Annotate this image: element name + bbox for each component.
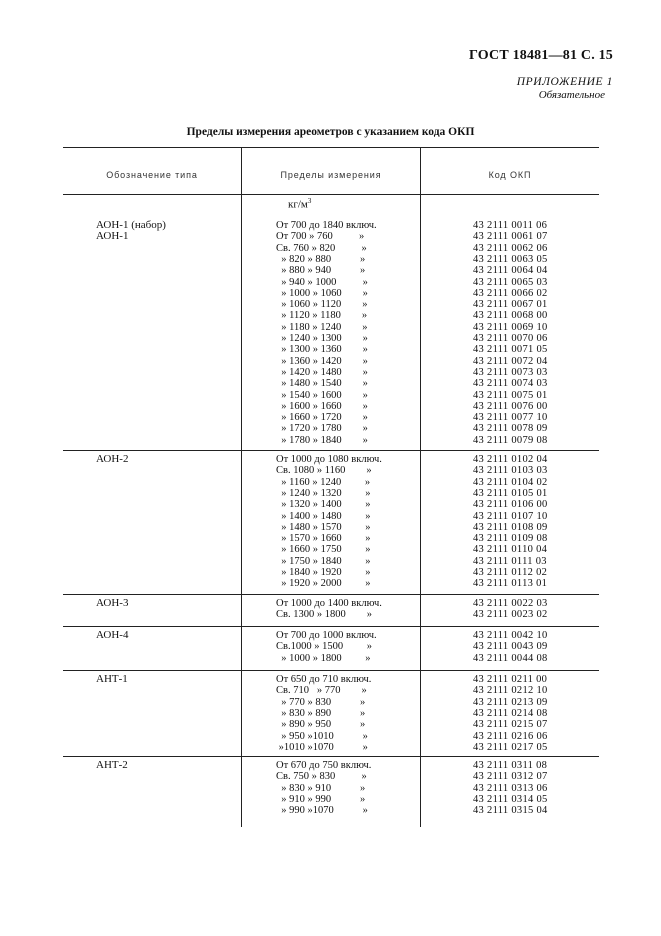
table-row <box>0 708 661 719</box>
table-row <box>0 805 661 816</box>
okp-code: 43 2111 0106 00 <box>473 499 548 511</box>
measurement-range: » 820 » 880 » <box>276 253 366 265</box>
measurement-range: » 1360 » 1420 » <box>276 355 368 367</box>
measurement-range: Св. 750 » 830 » <box>276 771 367 783</box>
table-row <box>0 522 661 533</box>
measurement-range: » 1420 » 1480 » <box>276 366 368 378</box>
table-row <box>0 488 661 499</box>
column-header-range: Пределы измерения <box>280 170 382 180</box>
measurement-range: От 650 до 710 включ. <box>276 674 372 685</box>
okp-code: 43 2111 0044 08 <box>473 652 548 664</box>
table-row <box>0 465 661 476</box>
type-designation: АНТ-2 <box>96 759 128 771</box>
measurement-range: » 990 »1070 » <box>276 805 368 817</box>
measurement-range: » 1540 » 1600 » <box>276 389 368 401</box>
okp-code: 43 2111 0078 09 <box>473 423 548 435</box>
okp-code: 43 2111 0043 09 <box>473 641 548 653</box>
measurement-range: » 1840 » 1920 » <box>276 567 371 578</box>
table-row <box>0 435 661 446</box>
measurement-range: » 770 » 830 » <box>276 696 366 708</box>
group-divider <box>63 626 599 627</box>
unit-label: $кг/м^3$ <box>288 197 312 211</box>
measurement-range: От 700 » 760 » <box>276 231 365 243</box>
measurement-range: От 1000 до 1080 включ. <box>276 454 382 465</box>
okp-code: 43 2111 0314 05 <box>473 793 548 805</box>
measurement-range: » 1400 » 1480 » <box>276 510 371 522</box>
document-header <box>0 0 661 110</box>
table-row <box>0 310 661 321</box>
table-row <box>0 265 661 276</box>
okp-code: 43 2111 0076 00 <box>473 400 548 412</box>
okp-code: 43 2111 0312 07 <box>473 771 548 783</box>
okp-code: 43 2111 0213 09 <box>473 696 548 708</box>
measurement-range: » 910 » 990 » <box>276 793 366 805</box>
table-row <box>0 544 661 555</box>
table-row <box>0 243 661 254</box>
table-row <box>0 567 661 578</box>
group-divider <box>63 670 599 671</box>
table-row <box>0 277 661 288</box>
measurement-range: » 1600 » 1660 » <box>276 400 368 412</box>
table-row <box>0 674 661 685</box>
measurement-range: » 1000 » 1060 » <box>276 287 368 299</box>
table-row <box>0 477 661 488</box>
table-row <box>0 719 661 730</box>
okp-code: 43 2111 0217 05 <box>473 741 548 753</box>
type-designation: АОН-3 <box>96 597 129 609</box>
type-designation: АОН-1 <box>96 230 129 243</box>
okp-code: 43 2111 0077 10 <box>473 412 548 424</box>
table-row <box>0 220 661 231</box>
okp-code: 43 2111 0112 02 <box>473 567 548 578</box>
type-designation: АОН-4 <box>96 629 129 641</box>
measurement-range: » 1120 » 1180 » <box>276 310 368 322</box>
measurement-range: От 700 до 1000 включ. <box>276 630 377 641</box>
column-header-type: Обозначение типа <box>106 170 198 180</box>
mandatory-label: Обязательное <box>538 89 605 101</box>
measurement-range: » 1720 » 1780 » <box>276 423 368 435</box>
okp-code: 43 2111 0061 07 <box>473 231 548 243</box>
measurement-range: Св. 1080 » 1160 » <box>276 465 372 477</box>
measurement-range: Св. 710 » 770 » <box>276 685 367 697</box>
table-row <box>0 499 661 510</box>
table-row <box>0 299 661 310</box>
measurement-range: » 1160 » 1240 » <box>276 476 371 488</box>
okp-code: 43 2111 0064 04 <box>473 265 548 277</box>
measurement-range: » 1240 » 1320 » <box>276 487 371 499</box>
measurement-range: » 830 » 910 » <box>276 782 366 794</box>
measurement-range: » 1300 » 1360 » <box>276 344 368 356</box>
okp-code: 43 2111 0074 03 <box>473 378 548 390</box>
measurement-range: » 1570 » 1660 » <box>276 533 371 545</box>
okp-code: 43 2111 0105 01 <box>473 487 548 499</box>
okp-code: 43 2111 0104 02 <box>473 476 548 488</box>
measurement-range: » 1480 » 1570 » <box>276 521 371 533</box>
okp-code: 43 2111 0109 08 <box>473 533 548 545</box>
table-row <box>0 254 661 265</box>
appendix-label: ПРИЛОЖЕНИЕ 1 <box>516 76 613 88</box>
measurement-range: » 1240 » 1300 » <box>276 333 368 344</box>
table-row <box>0 630 661 641</box>
table-row <box>0 401 661 412</box>
okp-code: 43 2111 0110 04 <box>473 544 548 556</box>
table-row <box>0 288 661 299</box>
table-row <box>0 685 661 696</box>
okp-code: 43 2111 0023 02 <box>473 609 548 621</box>
table-title: Пределы измерения ареометров с указанием кода ОКП <box>186 126 475 138</box>
okp-code: 43 2111 0070 06 <box>473 333 548 344</box>
okp-code: 43 2111 0069 10 <box>473 321 548 333</box>
table-row <box>0 423 661 434</box>
measurement-range: » 1920 » 2000 » <box>276 578 371 590</box>
table-row <box>0 356 661 367</box>
table-row <box>0 697 661 708</box>
table-row <box>0 390 661 401</box>
table-header-border <box>63 194 599 195</box>
table-row <box>0 333 661 344</box>
okp-code: 43 2111 0103 03 <box>473 465 548 477</box>
okp-code: 43 2111 0073 03 <box>473 366 548 378</box>
measurement-range: » 1780 » 1840 » <box>276 434 368 446</box>
table-row <box>0 344 661 355</box>
okp-code: 43 2111 0011 06 <box>473 220 548 231</box>
okp-code: 43 2111 0212 10 <box>473 685 548 697</box>
table-top-border <box>63 147 599 148</box>
okp-code: 43 2111 0107 10 <box>473 510 548 522</box>
okp-code: 43 2111 0102 04 <box>473 454 548 465</box>
table-row <box>0 771 661 782</box>
measurement-range: Св.1000 » 1500 » <box>276 641 372 653</box>
okp-code: 43 2111 0108 09 <box>473 521 548 533</box>
measurement-range: » 890 » 950 » <box>276 719 366 731</box>
table-row <box>0 533 661 544</box>
measurement-range: От 700 до 1840 включ. <box>276 220 377 231</box>
okp-code: 43 2111 0065 03 <box>473 276 548 288</box>
okp-code: 43 2111 0063 05 <box>473 253 548 265</box>
measurement-range: » 830 » 890 » <box>276 707 366 719</box>
table-row <box>0 454 661 465</box>
okp-code: 43 2111 0313 06 <box>473 782 548 794</box>
measurement-range: » 1660 » 1720 » <box>276 412 368 424</box>
measurement-range: » 1480 » 1540 » <box>276 378 368 390</box>
table-row <box>0 760 661 771</box>
type-designation: АНТ-1 <box>96 673 128 685</box>
table-row <box>0 511 661 522</box>
okp-code: 43 2111 0072 04 <box>473 355 548 367</box>
table-row <box>0 609 661 620</box>
measurement-range: » 1750 » 1840 » <box>276 555 371 567</box>
measurement-range: От 670 до 750 включ. <box>276 760 372 771</box>
group-divider <box>63 450 599 451</box>
table-row <box>0 742 661 753</box>
table-row <box>0 367 661 378</box>
group-divider <box>63 756 599 757</box>
okp-code: 43 2111 0079 08 <box>473 434 548 446</box>
type-designation: АОН-1 (набор) <box>96 219 166 231</box>
measurement-range: » 1060 » 1120 » <box>276 299 368 311</box>
table-row <box>0 641 661 652</box>
table-row <box>0 731 661 742</box>
table-row <box>0 794 661 805</box>
measurement-range: Св. 760 » 820 » <box>276 242 367 254</box>
document-code: ГОСТ 18481—81 С. 15 <box>469 48 613 63</box>
okp-code: 43 2111 0075 01 <box>473 389 548 401</box>
table-row <box>0 412 661 423</box>
type-designation: АОН-2 <box>96 453 129 465</box>
table-row <box>0 653 661 664</box>
okp-code: 43 2111 0111 03 <box>473 555 547 567</box>
table-row <box>0 322 661 333</box>
okp-code: 43 2111 0022 03 <box>473 598 548 609</box>
measurement-range: » 880 » 940 » <box>276 265 366 277</box>
okp-code: 43 2111 0216 06 <box>473 730 548 742</box>
measurement-range: » 1180 » 1240 » <box>276 321 368 333</box>
okp-code: 43 2111 0042 10 <box>473 630 548 641</box>
measurement-range: От 1000 до 1400 включ. <box>276 598 382 609</box>
measurement-range: » 1660 » 1750 » <box>276 544 371 556</box>
column-header-okp: Код ОКП <box>488 170 532 180</box>
measurement-range: » 950 »1010 » <box>276 730 368 742</box>
okp-code: 43 2111 0068 00 <box>473 310 548 322</box>
table-row <box>0 378 661 389</box>
table-row <box>0 783 661 794</box>
okp-code: 43 2111 0071 05 <box>473 344 548 356</box>
measurement-range: »1010 »1070 » <box>276 741 368 753</box>
okp-code: 43 2111 0215 07 <box>473 719 548 731</box>
okp-code: 43 2111 0315 04 <box>473 805 548 817</box>
table-row <box>0 231 661 242</box>
table-row <box>0 578 661 589</box>
table-row <box>0 598 661 609</box>
okp-code: 43 2111 0066 02 <box>473 287 548 299</box>
okp-code: 43 2111 0067 01 <box>473 299 548 311</box>
okp-code: 43 2111 0214 08 <box>473 707 548 719</box>
table-row <box>0 556 661 567</box>
measurement-range: » 1320 » 1400 » <box>276 499 371 511</box>
okp-code: 43 2111 0062 06 <box>473 242 548 254</box>
measurement-range: Св. 1300 » 1800 » <box>276 609 372 621</box>
okp-code: 43 2111 0113 01 <box>473 578 548 590</box>
okp-code: 43 2111 0311 08 <box>473 760 548 771</box>
okp-code: 43 2111 0211 00 <box>473 674 548 685</box>
measurement-range: » 940 » 1000 » <box>276 276 368 288</box>
measurement-range: » 1000 » 1800 » <box>276 652 371 664</box>
group-divider <box>63 594 599 595</box>
